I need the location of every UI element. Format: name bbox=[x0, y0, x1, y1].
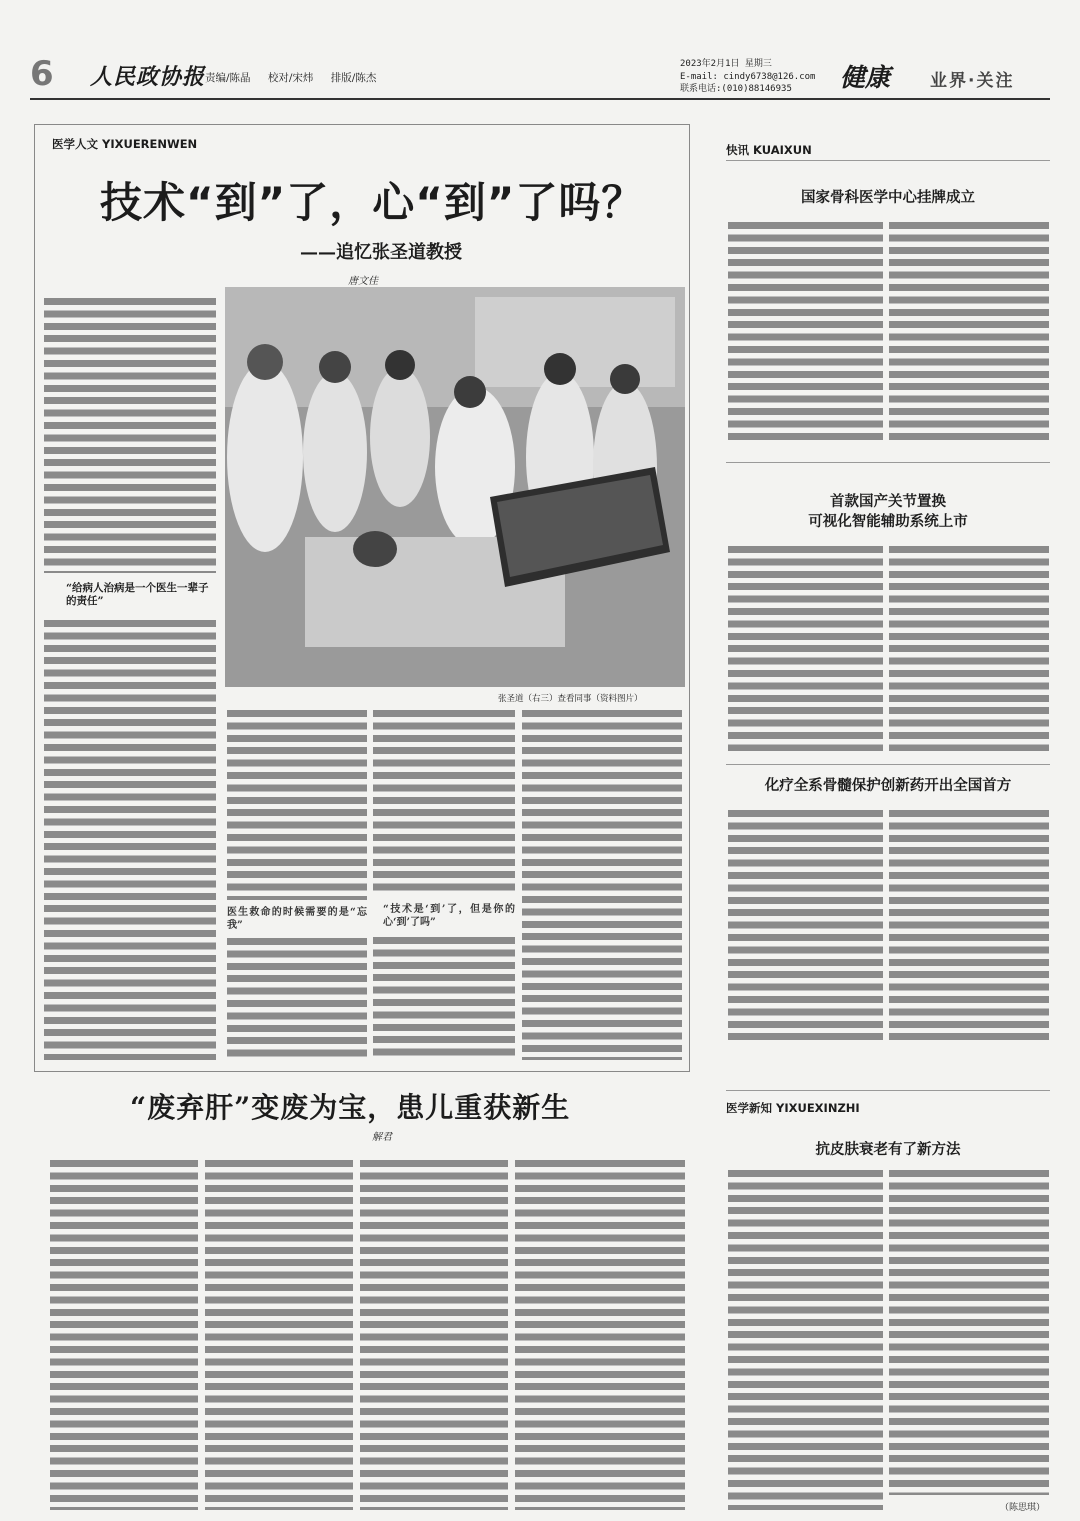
news-body-column bbox=[728, 546, 883, 751]
contact-email: E-mail: cindy6738@126.com bbox=[680, 71, 816, 82]
news-title-joint-system-line2: 可视化智能辅助系统上市 bbox=[808, 513, 968, 530]
bottom-article-author: 解君 bbox=[372, 1132, 392, 1143]
article-body-column bbox=[227, 710, 367, 1060]
section-name: 业界·关注 bbox=[930, 71, 1015, 91]
bottom-article-column bbox=[515, 1160, 685, 1510]
news-body-column bbox=[728, 810, 883, 1040]
issue-date: 2023年2月1日 星期三 bbox=[680, 59, 772, 69]
section-tag-label: 医学人文 YIXUERENWEN bbox=[52, 137, 198, 151]
main-article-subtitle: ——追忆张圣道教授 bbox=[300, 242, 462, 263]
section-tag-label: 快讯 KUAIXUN bbox=[726, 143, 812, 157]
article-body-column bbox=[44, 298, 216, 573]
news-body-column bbox=[889, 1170, 1049, 1495]
article-body-column bbox=[373, 710, 515, 1060]
hospital-scene-image bbox=[225, 287, 685, 687]
article-photo bbox=[225, 287, 685, 687]
news-divider bbox=[726, 764, 1050, 765]
news-divider bbox=[726, 462, 1050, 463]
bottom-article-column bbox=[360, 1160, 508, 1510]
page-number: 6 bbox=[30, 54, 54, 94]
news-body-column bbox=[889, 222, 1049, 442]
section-tag-yixuerenwen bbox=[52, 136, 197, 152]
news-body-column bbox=[728, 222, 883, 442]
news-author: （陈思琪） bbox=[1000, 1503, 1046, 1513]
news-title-joint-system-line1: 首款国产关节置换 bbox=[830, 493, 946, 510]
staff-credits bbox=[205, 70, 390, 85]
main-article-author: 唐文佳 bbox=[348, 276, 378, 287]
news-body-column bbox=[889, 546, 1049, 751]
section-tag-label: 医学新知 YIXUEXINZHI bbox=[726, 1101, 860, 1115]
news-title-skin-aging: 抗皮肤衰老有了新方法 bbox=[815, 1141, 961, 1158]
contact-phone: 联系电话:(010)88146935 bbox=[680, 84, 792, 94]
header-rule bbox=[30, 98, 1050, 100]
section-tag-yixuexinzhi bbox=[726, 1100, 860, 1116]
article-body-column bbox=[44, 620, 216, 1060]
main-article-title: 技术“到”了，心“到”了吗？ bbox=[100, 178, 645, 227]
article-subhead: “技术是‘到’了，但是你的心‘到’了吗” bbox=[383, 904, 515, 928]
newspaper-name: 人民政协报 bbox=[90, 64, 206, 90]
page-header bbox=[30, 56, 1050, 100]
section-logo: 健康 bbox=[840, 63, 891, 92]
bottom-article-title: “废弃肝”变废为宝，患儿重获新生 bbox=[130, 1091, 571, 1124]
article-body-column bbox=[522, 710, 682, 1060]
article-subhead: “给病人治病是一个医生一辈子的责任” bbox=[66, 582, 209, 607]
editor-credit: 责编/陈晶 bbox=[205, 72, 251, 84]
news-title-chemo-drug: 化疗全系骨髓保护创新药开出全国首方 bbox=[764, 777, 1012, 794]
section-rule bbox=[726, 160, 1050, 161]
bottom-article-column bbox=[50, 1160, 198, 1510]
news-divider bbox=[726, 1090, 1050, 1091]
news-body-column bbox=[889, 810, 1049, 1040]
news-body-column bbox=[728, 1170, 883, 1510]
issue-meta bbox=[680, 58, 815, 96]
section-tag-kuaixun bbox=[726, 142, 812, 158]
bottom-article-column bbox=[205, 1160, 353, 1510]
photo-caption: 张圣道（右三）查看同事（资料图片） bbox=[498, 694, 643, 704]
layout-credit: 排版/陈杰 bbox=[330, 72, 377, 84]
article-subhead: 医生救命的时候需要的是“忘我” bbox=[227, 907, 367, 931]
proofreader-credit: 校对/宋炜 bbox=[267, 72, 314, 84]
news-title-orthopedic-center: 国家骨科医学中心挂牌成立 bbox=[801, 189, 975, 206]
